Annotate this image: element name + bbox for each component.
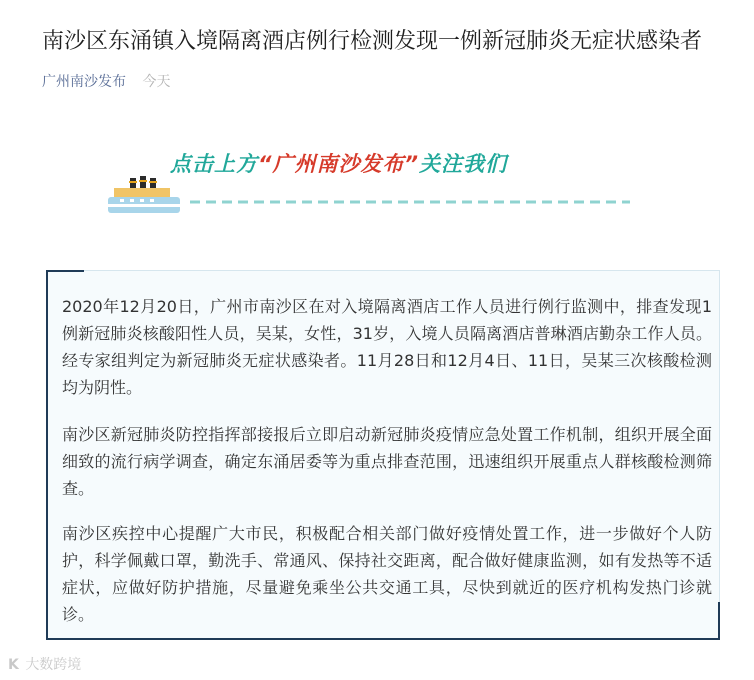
watermark-text: 大数跨境 (25, 657, 82, 673)
article-title: 南沙区东涌镇入境隔离酒店例行检测发现一例新冠肺炎无症状感染者 (42, 29, 703, 54)
watermark (8, 654, 81, 674)
banner-suffix: 关注我们 (419, 152, 508, 176)
watermark-logo: K (8, 657, 19, 673)
follow-banner[interactable] (100, 138, 660, 228)
notice-paragraph-2: 南沙区新冠肺炎防控指挥部接报后立即启动新冠肺炎疫情应急处置工作机制，组织开展全面细致的流行病学调查，确定东涌居委等为重点排查范围，迅速组织开展重点人群核酸检测筛查。 (62, 425, 712, 498)
notice-box (46, 270, 720, 640)
banner-prefix: 点击上方 (170, 152, 258, 176)
ship-icon (108, 176, 180, 213)
notice-paragraph-1: 2020年12月20日，广州市南沙区在对入境隔离酒店工作人员进行例行监测中，排查发现1例新冠肺炎核酸阳性人员，吴某，女性，31岁，入境人员隔离酒店普琳酒店勤杂工作人员。经专家组判定为新冠肺炎无症状感染者。11月28日和12月4日、11日，吴某三次核酸检测均为阴性。 (62, 297, 712, 397)
notice-paragraph-3: 南沙区疾控中心提醒广大市民，积极配合相关部门做好疫情处置工作，进一步做好个人防护，科学佩戴口罩，勤洗手、常通风、保持社交距离，配合做好健康监测，如有发热等不适症状，应做好防护措施，尽量避免乘坐公共交通工具，尽快到就近的医疗机构发热门诊就诊。 (62, 524, 712, 624)
article-meta (42, 72, 170, 92)
banner-highlight: “广州南沙发布” (258, 152, 420, 176)
article-time: 今天 (142, 74, 171, 90)
notice-corner-top (46, 270, 84, 272)
notice-corner-right (718, 602, 720, 640)
article-source-link[interactable]: 广州南沙发布 (42, 74, 126, 90)
follow-banner-text (170, 148, 507, 178)
